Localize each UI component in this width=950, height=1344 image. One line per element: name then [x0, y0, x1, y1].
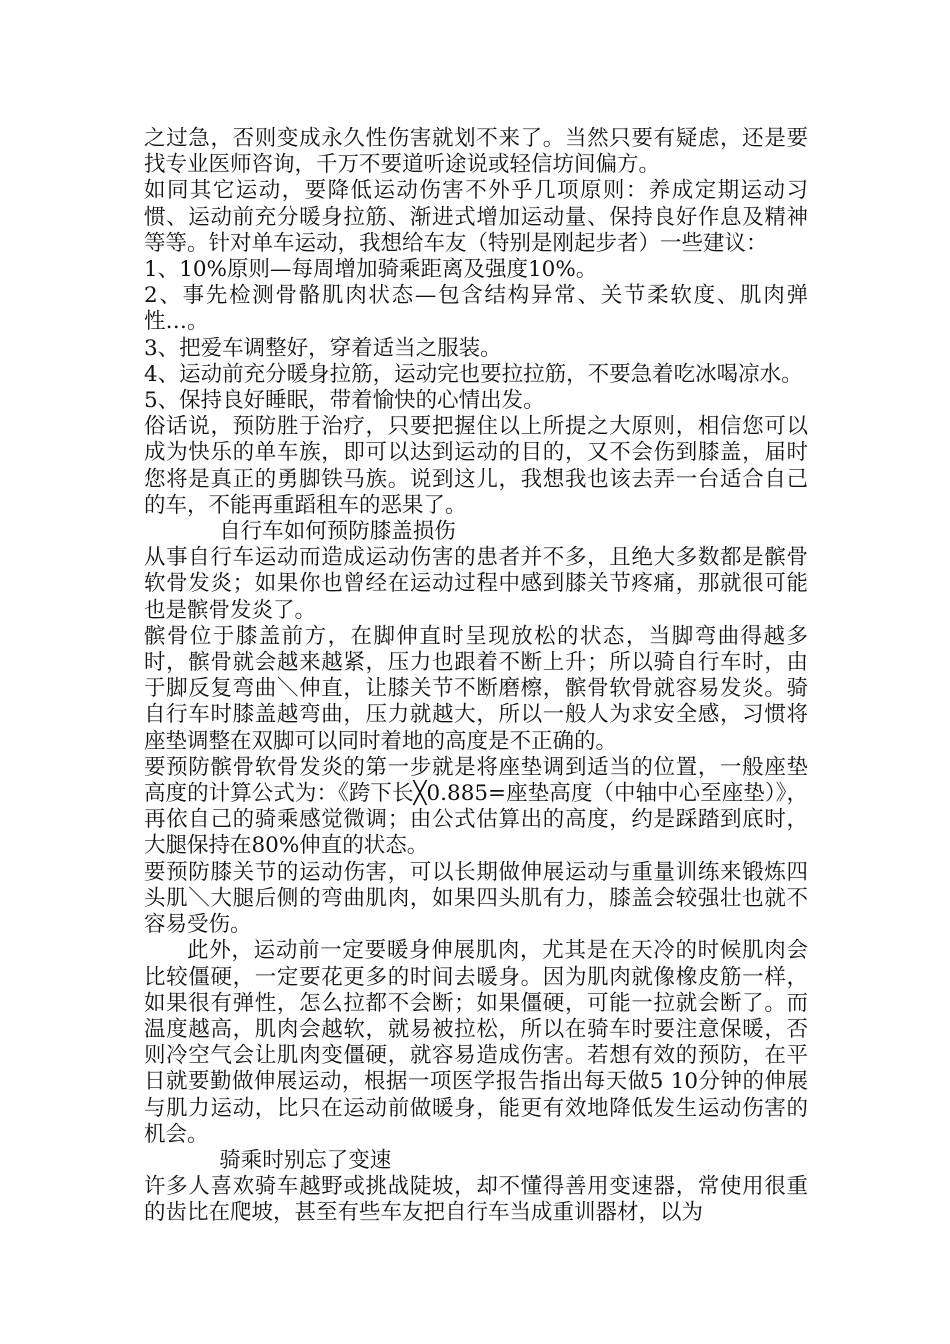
section-heading: 自行车如何预防膝盖损伤	[219, 519, 456, 545]
list-item: 5、保持良好睡眠，带着愉快的心情出发。	[144, 388, 545, 414]
section-heading: 骑乘时别忘了变速	[219, 1147, 392, 1173]
paragraph: 俗话说，预防胜于治疗，只要把握住以上所提之大原则，相信您可以成为快乐的单车族，即可以达到运动的目的，又不会伤到膝盖，届时您将是真正的勇脚铁马族。说到这儿，我想我也该去弄一台适合自己的车，不能再重蹈租车的恶果了。	[144, 414, 808, 518]
paragraph: 许多人喜欢骑车越野或挑战陡坡，却不懂得善用变速器，常使用很重的齿比在爬坡，甚至有些车友把自行车当成重训器材，以为	[144, 1174, 808, 1226]
paragraph: 从事自行车运动而造成运动伤害的患者并不多，且绝大多数都是髌骨软骨发炎；如果你也曾经在运动过程中感到膝关节疼痛，那就很可能也是髌骨发炎了。	[144, 545, 808, 623]
paragraph: 要预防髌骨软骨发炎的第一步就是将座垫调到适当的位置，一般座垫高度的计算公式为：《跨下长╳0.885=座垫高度（中轴中心至座垫）》，再依自己的骑乘感觉微调；由公式估算出的高度，约是踩踏到底时，大腿保持在80%伸直的状态。	[144, 754, 808, 859]
paragraph: 此外，运动前一定要暖身伸展肌肉，尤其是在天冷的时候肌肉会比较僵硬，一定要花更多的时间去暖身。因为肌肉就像橡皮筋一样，如果很有弹性，怎么拉都不会断；如果僵硬，可能一拉就会断了。而温度越高，肌肉会越软，就易被拉松，所以在骑车时要注意保暖，否则冷空气会让肌肉变僵硬，就容易造成伤害。若想有效的预防，在平日就要勤做伸展运动，根据一项医学报告指出每天做5 10分钟的伸展与肌力运动，比只在运动前做暖身，能更有效地降低发生运动伤害的机会。	[144, 938, 808, 1147]
paragraph: 之过急，否则变成永久性伤害就划不来了。当然只要有疑虑，还是要找专业医师咨询，千万不要道听途说或轻信坊间偏方。	[144, 126, 808, 178]
paragraph: 要预防膝关节的运动伤害，可以长期做伸展运动与重量训练来锻炼四头肌＼大腿后侧的弯曲肌肉，如果四头肌有力，膝盖会较强壮也就不容易受伤。	[144, 859, 808, 938]
document-page	[144, 126, 808, 1227]
list-item: 1、10%原则—每周增加骑乘距离及强度10%。	[144, 257, 598, 283]
paragraph: 如同其它运动，要降低运动伤害不外乎几项原则：养成定期运动习惯、运动前充分暖身拉筋、渐进式增加运动量、保持良好作息及精神等等。针对单车运动，我想给车友（特别是刚起步者）一些建议：	[144, 178, 808, 256]
list-item: 3、把爱车调整好，穿着适当之服装。	[144, 335, 502, 361]
paragraph: 髌骨位于膝盖前方，在脚伸直时呈现放松的状态，当脚弯曲得越多时，髌骨就会越来越紧，压力也跟着不断上升；所以骑自行车时，由于脚反复弯曲＼伸直，让膝关节不断磨檫，髌骨软骨就容易发炎。骑自行车时膝盖越弯曲，压力就越大，所以一般人为求安全感，习惯将座垫调整在双脚可以同时着地的高度是不正确的。	[144, 623, 808, 754]
list-item: 2、事先检测骨骼肌肉状态—包含结构异常、关节柔软度、肌肉弹性…。	[144, 283, 808, 335]
list-item: 4、运动前充分暖身拉筋，运动完也要拉拉筋，不要急着吃冰喝凉水。	[144, 361, 803, 387]
